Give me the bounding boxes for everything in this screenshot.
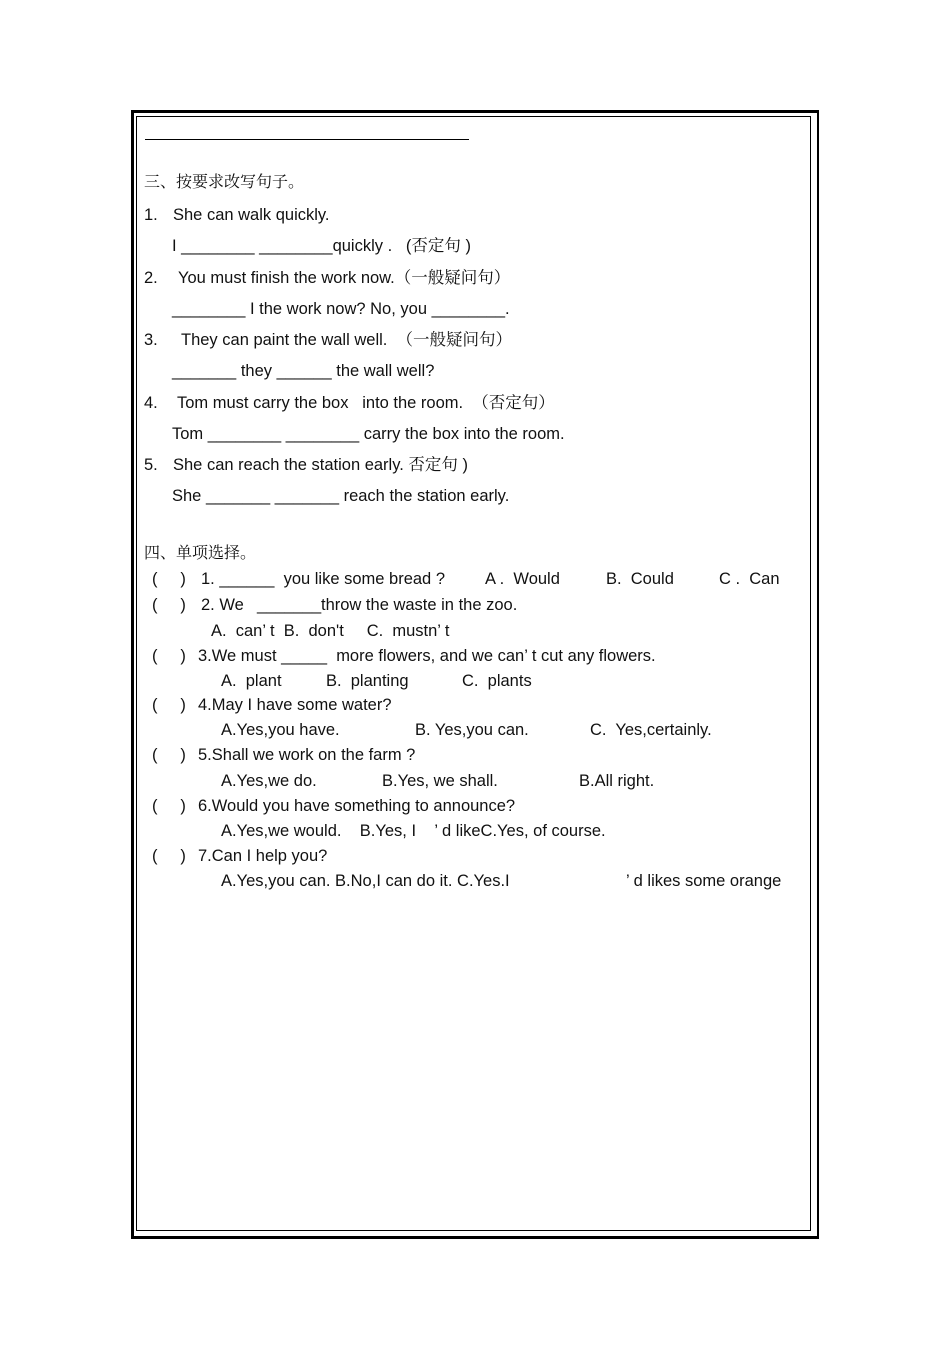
- q7-options: A.Yes,you can. B.No,I can do it. C.Yes.I: [221, 872, 510, 890]
- q1-paren: ( ): [152, 570, 186, 588]
- q6-options: A.Yes,we would. B.Yes, I ’ d likeC.Yes, of course.: [221, 822, 606, 840]
- s3-item4-number: 4.: [144, 394, 158, 412]
- q3-option-a: A. plant: [221, 672, 282, 690]
- s3-item1-answer: I ________ ________quickly . (否定句 ): [172, 237, 472, 255]
- q2-pre: 2. We: [201, 596, 244, 614]
- s3-item1-question: She can walk quickly.: [173, 206, 330, 224]
- q1-option-b: B. Could: [606, 570, 674, 588]
- q6-paren: ( ): [152, 797, 186, 815]
- q4-text: 4.May I have some water?: [198, 696, 392, 714]
- s3-item2-number: 2.: [144, 269, 158, 287]
- q7-text: 7.Can I help you?: [198, 847, 328, 865]
- q2-paren: ( ): [152, 596, 186, 614]
- q5-text: 5.Shall we work on the farm ?: [198, 746, 416, 764]
- s3-item3-number: 3.: [144, 331, 158, 349]
- q1-text: 1. ______ you like some bread ?: [201, 570, 445, 588]
- q4-option-b: B. Yes,you can.: [415, 721, 529, 739]
- section4-heading: 四、单项选择。: [144, 543, 257, 562]
- q7-options-tail: ’ d likes some orange: [626, 872, 782, 890]
- answer-line: [145, 139, 469, 140]
- q5-option-b: B.Yes, we shall.: [382, 772, 498, 790]
- q4-option-c: C. Yes,certainly.: [590, 721, 712, 739]
- q3-option-c: C. plants: [462, 672, 532, 690]
- s3-item5-question: She can reach the station early. 否定句 ): [173, 456, 468, 474]
- s3-item5-answer: She _______ _______ reach the station early.: [172, 487, 510, 505]
- s3-item5-number: 5.: [144, 456, 158, 474]
- q3-option-b: B. planting: [326, 672, 409, 690]
- q2-options: A. can’ t B. don't C. mustn’ t: [211, 622, 450, 640]
- s3-item4-question: Tom must carry the box into the room. （否定句）: [177, 394, 555, 412]
- section3-heading: 三、按要求改写句子。: [144, 172, 305, 191]
- s3-item2-answer: ________ I the work now? No, you ________.: [172, 300, 510, 318]
- s3-item2-question: You must finish the work now.（一般疑问句）: [178, 269, 511, 287]
- q5-option-c: B.All right.: [579, 772, 655, 790]
- q1-option-a: A . Would: [485, 570, 560, 588]
- s3-item1-number: 1.: [144, 206, 158, 224]
- q1-option-c: C . Can: [719, 570, 780, 588]
- q6-text: 6.Would you have something to announce?: [198, 797, 516, 815]
- s3-item3-question: They can paint the wall well. （一般疑问句）: [181, 331, 513, 349]
- q2-blank: _______: [257, 596, 322, 614]
- s3-item4-answer: Tom ________ ________ carry the box into the room.: [172, 425, 565, 443]
- q5-option-a: A.Yes,we do.: [221, 772, 317, 790]
- q3-paren: ( ): [152, 647, 186, 665]
- s3-item3-answer: _______ they ______ the wall well?: [172, 362, 435, 380]
- q4-option-a: A.Yes,you have.: [221, 721, 340, 739]
- q7-paren: ( ): [152, 847, 186, 865]
- q2-post: throw the waste in the zoo.: [321, 596, 518, 614]
- q4-paren: ( ): [152, 696, 186, 714]
- q5-paren: ( ): [152, 746, 186, 764]
- q3-text: 3.We must _____ more flowers, and we can’ t cut any flowers.: [198, 647, 656, 665]
